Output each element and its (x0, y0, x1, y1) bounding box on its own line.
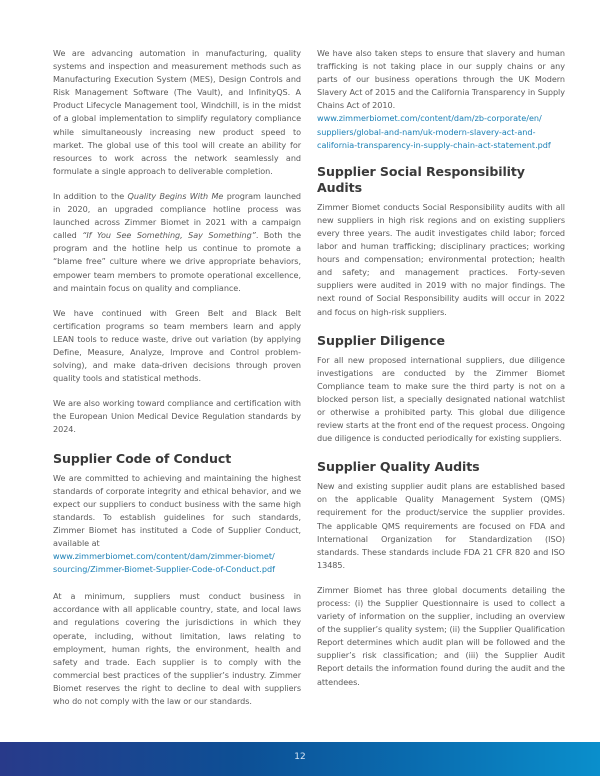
diligence-heading: Supplier Diligence (317, 332, 445, 348)
slavery-act-link[interactable] (317, 112, 565, 151)
slavery-link-line-3[interactable]: california-transparency-in-supply-chain-act-statement.pdf (317, 139, 551, 150)
quality-audits-paragraph-2: Zimmer Biomet has three global documents detailing the process: (i) the Supplier Questionnaire is used to collect a variety of information on the supplier, including an overview of the supplier’s quality system; (ii) the Supplier Qualification Report determines which audit plan will be followed and the supplier’s risk classification; and (iii) the Supplier Audit Report details the information found during the audit and the attendees. (317, 584, 565, 687)
code-of-conduct-heading: Supplier Code of Conduct (53, 450, 232, 466)
minimum-requirements-paragraph: At a minimum, suppliers must conduct business in accordance with all applicable country, state, and local laws and regulations covering the jurisdictions in which they operate, including, without limitation, laws relating to employment, human rights, the environment, health and safety and trade. Each supplier is to comply with the commercial best practices of the supplier’s industry. Zimmer Biomet reserves the right to decline to deal with suppliers who do not comply with the law or our standards. (53, 591, 301, 707)
quality-program-text-before: In addition to the (53, 190, 128, 201)
social-audits-paragraph: Zimmer Biomet conducts Social Responsibility audits with all new suppliers in high risk regions and on existing suppliers every three years. The audit investigates child labor; forced labor and human trafficking; disciplinary practices; working hours and compensation; environmental protection; health and safety; and management practices. Forty-seven suppliers were audited in 2019 with no major findings. The next round of Social Responsibility audits will occur in 2022 and focus on high-risk suppliers. (317, 201, 565, 317)
quality-program-text-after: . Both the program and the hotline help us continue to promote a “blame free” culture where we drive appropriate behaviors, empower team members to promote operational excellence, and maintain focus on quality and compliance. (53, 230, 302, 293)
code-of-conduct-link[interactable] (53, 550, 301, 576)
quality-program-text-middle: program launched in 2020, an upgraded compliance hotline process was launched across Zimmer Biomet in 2021 with a campaign called (53, 190, 301, 241)
diligence-paragraph: For all new proposed international suppliers, due diligence investigations are conducted by the Zimmer Biomet Compliance team to make sure the third party is not on a blocked person list, a specially designated national watchlist or otherwise a prohibited party. This global due diligence review starts at the front end of the request process. Ongoing due diligence is conducted periodically for existing suppliers. (317, 354, 566, 444)
campaign-name: “If You See Something, Say Something” (82, 230, 256, 241)
code-of-conduct-link-line-2[interactable]: sourcing/Zimmer-Biomet-Supplier-Code-of-Conduct.pdf (53, 564, 275, 575)
quality-audits-paragraph-1: New and existing supplier audit plans are established based on the applicable Quality Management System (QMS) requirement for the product/service the supplier provides. The applicable QMS requirements are focused on FDA and International Organization for Standardization (ISO) standards. These standards include FDA 21 CFR 820 and ISO 13485. (317, 481, 565, 570)
right-column (317, 47, 565, 701)
code-of-conduct-paragraph: We are committed to achieving and maintaining the highest standards of corporate integrity and ethical behavior, and we expect our suppliers to conduct business with the same high standards. To establish guidelines for such standards, Zimmer Biomet has instituted a Code of Supplier Conduct, available at (53, 472, 301, 548)
code-of-conduct-link-line-1[interactable]: www.zimmerbiomet.com/content/dam/zimmer-biomet/ (53, 551, 275, 562)
eu-mdr-paragraph: We are also working toward compliance and certification with the European Union Medical Device Regulation standards by 2024. (53, 398, 301, 435)
page-footer-band (0, 742, 600, 776)
quality-audits-heading: Supplier Quality Audits (317, 459, 480, 475)
slavery-link-line-2[interactable]: suppliers/global-and-nam/uk-modern-slavery-act-and- (317, 126, 536, 137)
page-number: 12 (294, 752, 306, 762)
slavery-link-line-1[interactable]: www.zimmerbiomet.com/content/dam/zb-corporate/en/ (317, 113, 542, 124)
program-name: Quality Begins With Me (127, 190, 224, 201)
social-audits-heading: Supplier Social Responsibility Audits (317, 163, 525, 195)
quality-program-paragraph (53, 190, 301, 295)
left-column (53, 47, 301, 720)
automation-paragraph: We are advancing automation in manufacturing, quality systems and inspection and measurement methods such as Manufacturing Execution System (MES), Design Controls and Risk Management Software (The Vault), and InfinityQS. A Product Lifecycle Management tool, Windchill, is in the midst of a global implementation to simplify regulatory compliance while simultaneously increasing new product speed to market. The global use of this tool will create an ability for resources to work across the network seamlessly and formulate a single approach to deliverable completion. (53, 48, 301, 176)
belt-certification-paragraph: We have continued with Green Belt and Black Belt certification programs so team members learn and apply LEAN tools to reduce waste, drive out variation (by applying Define, Measure, Analyze, Improve and Control problem-solving), and make data-driven decisions through proven quality tools and statistical methods. (53, 307, 301, 384)
slavery-paragraph: We have also taken steps to ensure that slavery and human trafficking is not taking place in our supply chains or any parts of our business operations through the UK Modern Slavery Act of 2015 and the California Transparency in Supply Chains Act of 2010. (317, 48, 565, 111)
